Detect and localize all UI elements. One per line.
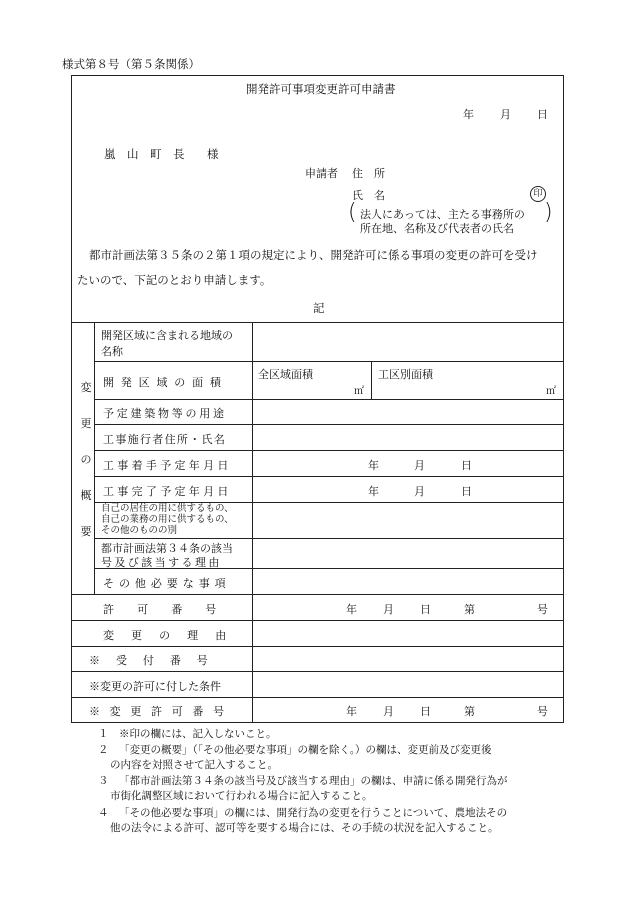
note-line: 「変更の概要」（「その他必要な事項」の欄を除く。）の欄は、変更前及び変更後 [119,744,492,756]
note-line: 「その他必要な事項」の欄には、開発行為の変更を行うことについて、農地法その [119,807,508,819]
permit-month: 月 [383,603,394,616]
row-line [94,424,564,425]
change-permit-year: 年 [346,705,357,718]
area-split-line [371,361,372,399]
label-self-use-1: 自己の居住の用に供するもの、 [101,503,234,514]
note-num: ２ [98,744,109,756]
form-number: 様式第８号（第５条関係） [62,57,200,71]
table-top-line [71,322,564,323]
label-conditions: ※変更の許可に付した条件 [89,680,221,693]
summary-char: 更 [80,417,92,430]
row-line [94,361,564,362]
note-line: 「都市計画法第３４条の該当号及び該当する理由」の欄は、申請に係る開発行為が [119,775,508,787]
row-line [71,671,564,672]
area-section-label: 工区別面積 [378,368,433,381]
seal-icon: 印 [530,186,546,202]
row-line [71,620,564,621]
permit-dai: 第 [464,603,475,616]
body-line-1: 都市計画法第３５条の２第１項の規定により、開発許可に係る事項の変更の許可を受け [89,248,538,262]
summary-char: 変 [80,381,92,394]
row-line [71,697,564,698]
ki-label: 記 [313,301,325,315]
date-year: 年 [463,108,474,121]
body-line-2: たいので、下記のとおり申請します。 [77,273,272,287]
change-permit-month: 月 [383,705,394,718]
label-other-matters: その他必要な事項 [103,577,231,590]
permit-gou: 号 [537,603,548,616]
permit-day: 日 [420,603,431,616]
date-day: 日 [537,108,548,121]
summary-char: 要 [80,525,92,538]
summary-char: の [80,453,92,466]
label-reception-number: ※受付番号 [89,654,224,667]
name-label: 氏 名 [352,189,385,202]
label-permit-number: 許可番号 [103,603,240,616]
applicant-label: 申請者 [305,167,338,180]
note-line: の内容を対照させて記入すること。 [110,759,278,771]
row-line [71,594,564,595]
change-permit-gou: 号 [537,705,548,718]
form-title: 開発許可事項変更許可申請書 [246,82,396,96]
note-line: 市街化調整区域において行われる場合に記入すること。 [110,790,373,802]
change-permit-dai: 第 [464,705,475,718]
note-line: ※印の欄には、記入しないこと。 [119,728,277,740]
label-self-use-3: その他のものの別 [101,525,178,536]
label-area-size: 開発区域の面積 [103,376,228,389]
corp-note-block [348,200,558,235]
area-section-unit: ㎡ [546,386,556,397]
left-paren-icon: ( [348,200,357,225]
summary-col-line [94,322,95,594]
end-month: 月 [414,485,425,498]
label-change-permit-number: ※変更許可番号 [89,705,234,718]
summary-char: 概 [80,489,92,502]
label-building-use: 予定建築物等の用途 [103,407,227,420]
note-num: ３ [98,775,109,787]
corp-note-line2: 所在地、名称及び代表者の氏名 [360,222,514,235]
label-change-reason: 変更の理由 [103,629,244,642]
corp-note-line1: 法人にあっては、主たる事務所の [360,208,525,221]
label-contractor: 工事施行者住所・氏名 [103,433,227,446]
addressee: 嵐 山 町 長 [104,147,185,161]
note-num: ４ [98,807,109,819]
end-year: 年 [368,485,379,498]
start-month: 月 [414,459,425,472]
address-label: 住 所 [352,167,385,180]
label-self-use-2: 自己の業務の用に供するもの、 [101,514,234,525]
start-day: 日 [461,459,472,472]
honorific: 様 [207,147,219,161]
row-line [94,476,564,477]
row-line [94,450,564,451]
area-total-unit: ㎡ [354,386,364,397]
start-year: 年 [368,459,379,472]
label-area-location-2: 名称 [101,345,123,358]
label-col-line [252,322,253,722]
label-art34-1: 都市計画法第３４条の該当 [101,542,233,555]
note-num: １ [98,728,109,740]
row-line [94,538,564,539]
note-line: 他の法令による許可、認可等を要する場合には、その手続の状況を記入すること。 [110,822,499,834]
date-month: 月 [500,108,511,121]
label-art34-2: 号及び該当する理由 [101,556,222,569]
row-line [71,646,564,647]
end-day: 日 [461,485,472,498]
label-end-date: 工事完了予定年月日 [103,485,232,498]
row-line [94,399,564,400]
right-paren-icon: ) [544,200,553,225]
permit-year: 年 [346,603,357,616]
area-total-label: 全区域面積 [258,368,313,381]
label-area-location-1: 開発区域に含まれる地域の [101,329,233,342]
label-start-date: 工事着手予定年月日 [103,459,232,472]
change-permit-day: 日 [420,705,431,718]
